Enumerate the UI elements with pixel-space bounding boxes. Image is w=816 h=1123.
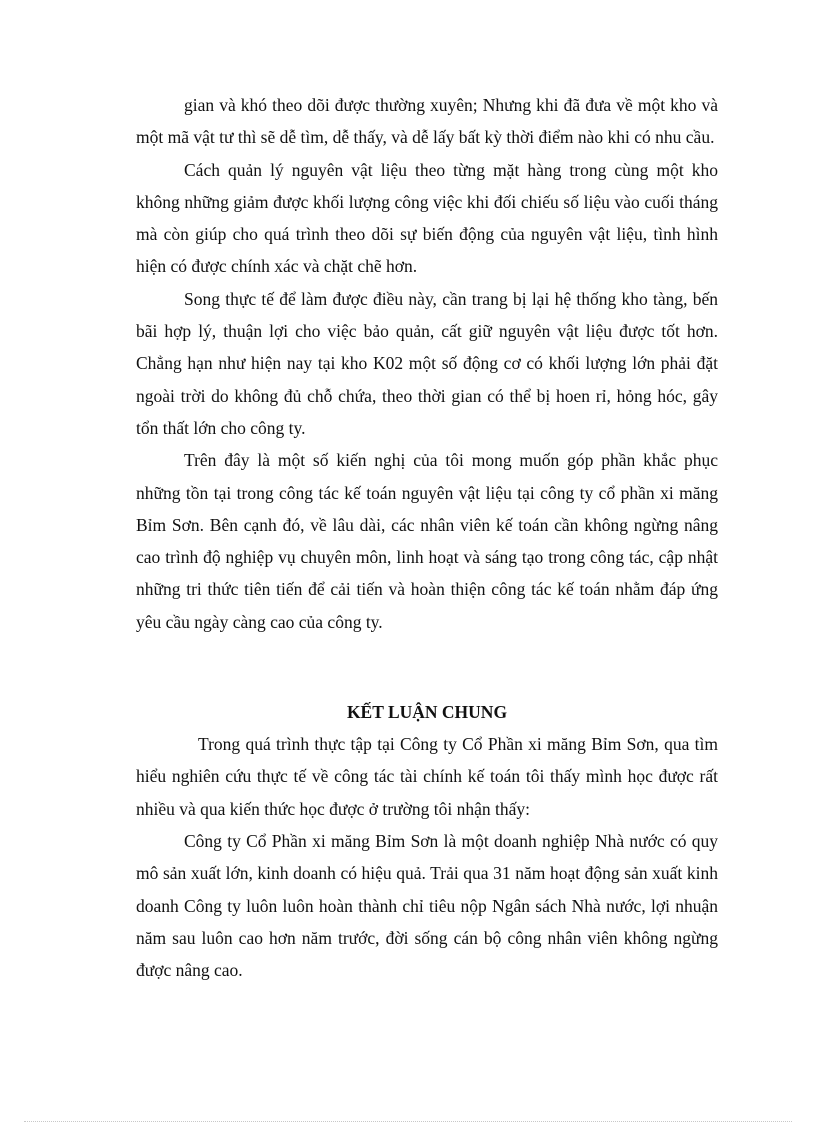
paragraph-internship-summary: Trong quá trình thực tập tại Công ty Cổ Phần xi măng Bỉm Sơn, qua tìm hiểu nghiên cứu thực tế về công tác tài chính kế toán tôi thấy mình học được rất nhiều và qua kiến thức học được ở trường tôi nhận thấy:: [136, 734, 718, 819]
paragraph-material-management: Cách quản lý nguyên vật liệu theo từng mặt hàng trong cùng một kho không những giảm được khối lượng công việc khi đối chiếu số liệu vào cuối tháng mà còn giúp cho quá trình theo dõi sự biến động của nguyên vật liệu, tình hình hiện có được chính xác và chặt chẽ hơn.: [136, 159, 718, 277]
section-title-conclusion: KẾT LUẬN CHUNG: [346, 702, 508, 723]
paragraph-recommendations: Trên đây là một số kiến nghị của tôi mong muốn góp phần khắc phục những tồn tại trong công tác kế toán nguyên vật liệu tại công ty cổ phần xi măng Bỉm Sơn. Bên cạnh đó, về lâu dài, các nhân viên kế toán cần không ngừng nâng cao trình độ nghiệp vụ chuyên môn, linh hoạt và sáng tạo trong công tác, cập nhật những tri thức tiên tiến để cải tiến và hoàn thiện công tác kế toán nhằm đáp ứng yêu cầu ngày càng cao của công ty.: [136, 450, 718, 632]
document-body: [136, 89, 718, 986]
page-bottom-divider: [24, 1121, 792, 1122]
paragraph-warehouse-upgrade: Song thực tế để làm được điều này, cần trang bị lại hệ thống kho tàng, bến bãi hợp lý, thuận lợi cho việc bảo quản, cất giữ nguyên vật liệu được tốt hơn. Chẳng hạn như hiện nay tại kho K02 một số động cơ có khối lượng lớn phải đặt ngoài trời do không đủ chỗ chứa, theo thời gian có thể bị hoen rỉ, hỏng hóc, gây tổn thất lớn cho công ty.: [136, 288, 718, 438]
paragraph-storage-tracking: gian và khó theo dõi được thường xuyên; Nhưng khi đã đưa về một kho và một mã vật tư thì sẽ dễ tìm, dễ thấy, và dễ lấy bất kỳ thời điểm nào khi có nhu cầu.: [136, 95, 718, 148]
paragraph-company-overview: Công ty Cổ Phần xi măng Bỉm Sơn là một doanh nghiệp Nhà nước có quy mô sản xuất lớn, kinh doanh có hiệu quả. Trải qua 31 năm hoạt động sản xuất kinh doanh Công ty luôn luôn hoàn thành chỉ tiêu nộp Ngân sách Nhà nước, lợi nhuận năm sau luôn cao hơn năm trước, đời sống cán bộ công nhân viên không ngừng được nâng cao.: [136, 830, 718, 981]
